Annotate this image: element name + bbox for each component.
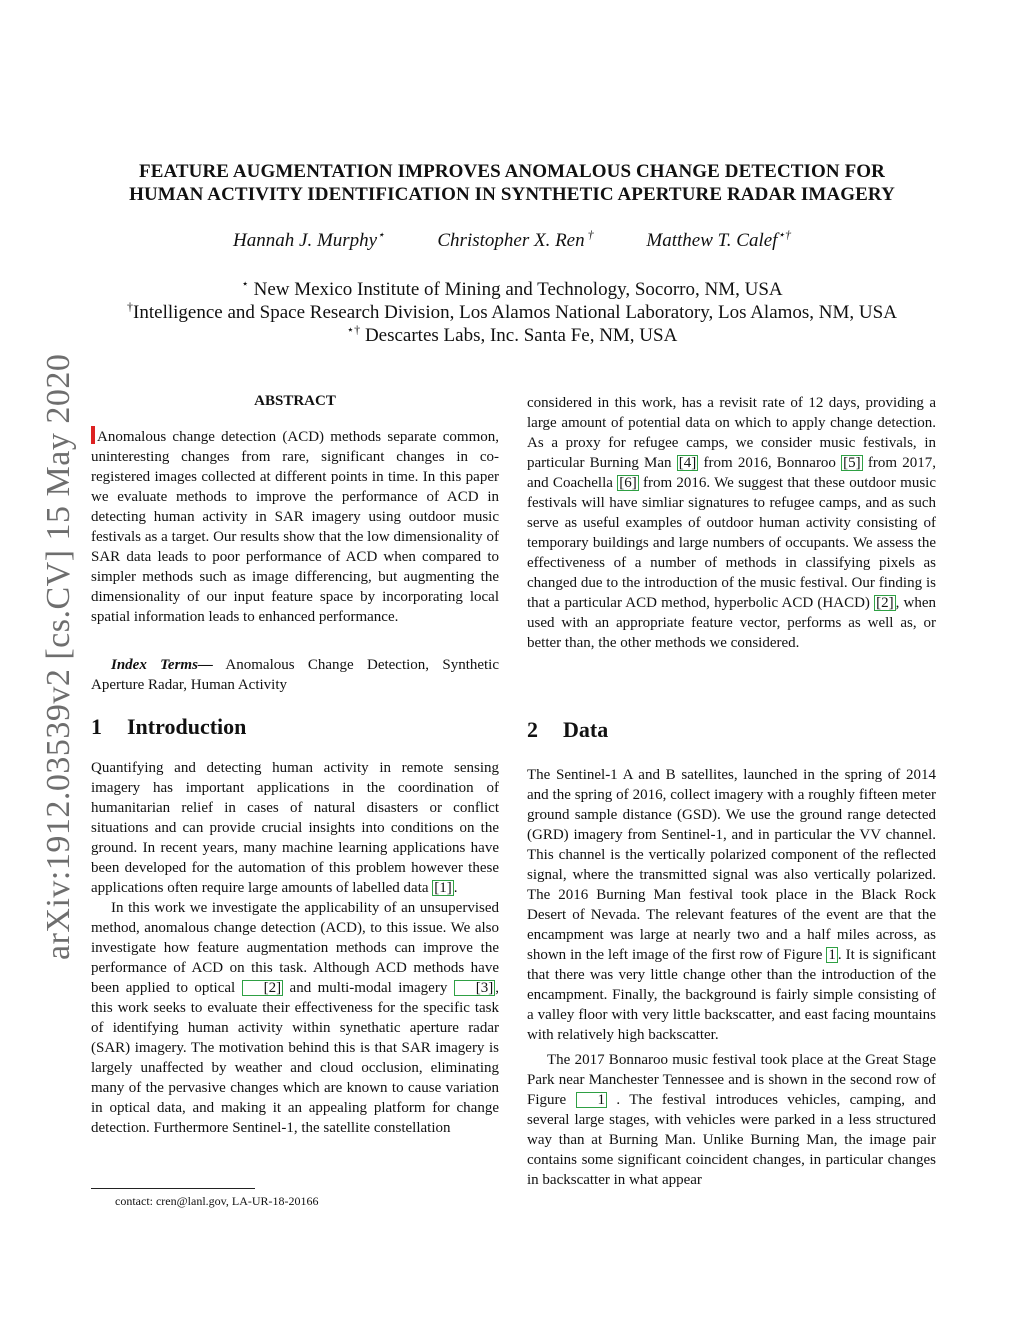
index-terms-text: Anomalous Change Detection, Synthetic Aperture Radar, Human Activity <box>91 657 500 693</box>
author-2: Christopher X. Ren † <box>437 227 594 251</box>
section-heading-data <box>527 717 936 743</box>
section-heading-introduction <box>91 714 499 740</box>
author-list <box>60 227 964 252</box>
footnote-rule <box>91 1188 255 1189</box>
section-number: 2 <box>527 717 538 742</box>
figure-link[interactable]: 1 <box>576 1092 608 1108</box>
citation-link[interactable]: [1] <box>434 880 452 896</box>
section-title: Data <box>563 717 609 742</box>
data-paragraph-2: The 2017 Bonnaroo music festival took place at the Great Stage Park near Manchester Tennessee and is shown in the second row of Figure 1 . The festival introduces vehicles, camping, and several large stages, with vehicles were parked in a less structured way than at Burning Man. Unlike Burning Man, the image pair contains some significant coincident changes, in particular changes in backscatter in what appear <box>527 1052 936 1188</box>
citation-link[interactable]: [5] <box>843 455 861 471</box>
citation-link[interactable]: [3] <box>454 980 496 996</box>
citation-link[interactable]: [4] <box>678 455 697 471</box>
affiliations <box>60 278 964 347</box>
abstract-body <box>91 426 499 627</box>
affiliation-3: ⋆† Descartes Labs, Inc. Santa Fe, NM, USA <box>346 322 678 346</box>
title-line-2: HUMAN ACTIVITY IDENTIFICATION IN SYNTHETIC APERTURE RADAR IMAGERY <box>129 184 895 205</box>
intro-paragraph-1: Quantifying and detecting human activity in remote sensing imagery has important applications in the coordination of humanitarian relief in cases of natural disasters or conflict situations and can provide crucial insights into conditions on the ground. In recent years, many machine learning applications have been developed for the automation of this problem however these applications often require large amounts of labelled data [1] . <box>91 760 499 896</box>
abstract-text: Anomalous change detection (ACD) methods separate common, uninteresting changes from rare, significant changes in co-registered images collected at different points in time. In this paper we evaluate methods to improve the performance of ACD in detecting human activity in SAR imagery using outdoor music festivals as a target. Our results show that the low dimensionality of SAR data leads to poor performance of ACD when compared to simpler methods such as image differencing, but augmenting the dimensionality of our input feature space by incorporating local spatial information leads to enhanced performance. <box>91 429 499 625</box>
comment-marker-icon[interactable] <box>91 426 95 444</box>
citation-link[interactable]: [2] <box>242 980 284 996</box>
author-3: Matthew T. Calef⋆† <box>646 227 791 251</box>
intro-continued: considered in this work, has a revisit rate of 12 days, providing a large amount of potential data on which to apply change detection. As a proxy for refugee camps, we consider music festivals, in particular Burning Man [4] from 2016, Bonnaroo [5] from 2017, and Coachella [6] from 2016. We suggest that these outdoor music festivals will have simliar signatures to refugee camps, and as such serve as useful examples of outdoor human activity consisting of temporary buildings and large numbers of occupants. We assess the effectiveness of a number of methods in classifying pixels as changed due to the introduction of the music festival. Our finding is that a particular ACD method, hyperbolic ACD (HACD) [2] , when used with an appropriate feature vector, performs as well as, or better than, the other methods we considered. <box>527 395 936 651</box>
index-terms <box>91 655 499 695</box>
affiliation-1: ⋆ New Mexico Institute of Mining and Technology, Socorro, NM, USA <box>241 276 783 300</box>
affiliation-2: †Intelligence and Space Research Division, Los Alamos National Laboratory, Los Alamos, NM, USA <box>127 299 897 323</box>
abstract-heading: ABSTRACT <box>254 393 336 409</box>
data-paragraph-1: The Sentinel-1 A and B satellites, launched in the spring of 2014 and the spring of 2016, collect imagery with a roughly fifteen meter ground sample distance (GSD). We use the ground range detected (GRD) imagery from Sentinel-1, and in particular the VV channel. This channel is the vertically polarized component of the reflected signal, where the transmitted signal was also vertically polarized. The 2016 Burning Man festival took place in the Black Rock Desert of Nevada. The relevant features of the event are that the encampment was large at nearly two and a half miles across, as shown in the left image of the first row of Figure 1 . It is significant that there was very little change other than the introduction of the encampment. Finally, the background is fairly simple consisting of a valley floor with very little backscatter, and east facing mountains with relatively high backscatter. <box>527 767 936 1043</box>
footnote: contact: cren@lanl.gov, LA-UR-18-20166 <box>115 1194 319 1208</box>
data-body <box>527 765 936 1190</box>
introduction-body <box>91 758 499 1138</box>
section-title: Introduction <box>127 714 247 739</box>
index-terms-label: Index Terms— <box>111 657 213 673</box>
intro-paragraph-2: In this work we investigate the applicability of an unsupervised method, anomalous change detection (ACD), to this issue. We also investigate how feature augmentation methods can improve the performance of ACD on this task. Although ACD methods have been applied to optical [2] and multi-modal imagery [3] , this work seeks to evaluate their effectiveness for the specific task of identifying human activity within synethatic aperture radar (SAR) imagery. The motivation behind this is that SAR imagery is largely unaffected by weather and cloud occlusion, eliminating many of the pervasive changes which are known to cause variation in optical data, and making it an appealing platform for change detection. Furthermore Sentinel-1, the satellite constellation <box>91 900 499 1136</box>
citation-link[interactable]: [6] <box>619 475 637 491</box>
arxiv-stamp-text: arXiv:1912.03539v2 [cs.CV] 15 May 2020 <box>40 353 77 960</box>
author-1: Hannah J. Murphy⋆ <box>233 227 385 251</box>
arxiv-stamp <box>10 340 77 960</box>
title-line-1: FEATURE AUGMENTATION IMPROVES ANOMALOUS CHANGE DETECTION FOR <box>138 161 885 182</box>
section-number: 1 <box>91 714 102 739</box>
figure-link[interactable]: 1 <box>828 947 836 963</box>
paper-title <box>60 160 964 206</box>
citation-link[interactable]: [2] <box>876 595 894 611</box>
